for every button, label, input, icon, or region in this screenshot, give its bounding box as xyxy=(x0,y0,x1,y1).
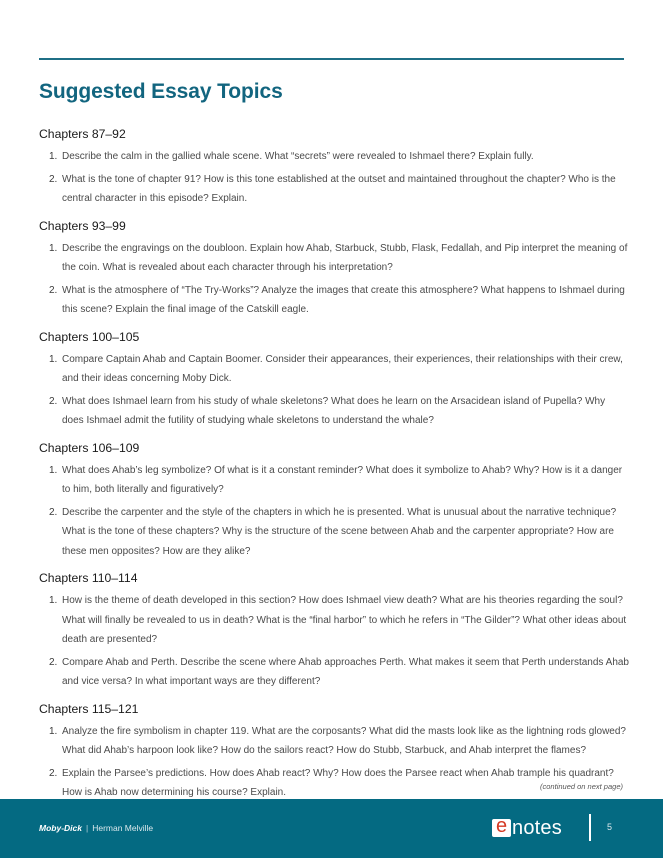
topic-number: 1. xyxy=(49,151,58,162)
enotes-e-icon: e xyxy=(492,819,511,837)
enotes-wordmark: notes xyxy=(512,817,562,839)
topic-number: 1. xyxy=(49,725,58,737)
topic-text: Describe the carpenter and the style of the chapters in which he is presented. What is unusual about the narrative technique? What is the tone of these chapters? Why is the structure of the scene between Ahab and the carpenter appropriate? How are these men opposites? How are they alike? xyxy=(62,506,617,557)
topic-item xyxy=(39,281,629,320)
book-author: Herman Melville xyxy=(92,823,154,833)
topic-text: Explain the Parsee’s predictions. How does Ahab react? Why? How does the Parsee react when Ahab trample his quadrant? How is Ahab now determining his course? Explain. xyxy=(62,767,614,798)
topic-item xyxy=(39,461,629,500)
topic-list xyxy=(39,239,629,320)
section-chapters-100-105 xyxy=(39,328,629,431)
topic-list xyxy=(39,461,629,562)
section-chapters-106-109 xyxy=(39,439,629,562)
topic-text: Describe the engravings on the doubloon. Explain how Ahab, Starbuck, Stubb, Flask, Fedallah, and Pip interpret the meaning of the coin. What is revealed about each character through his interpretation? xyxy=(62,242,628,273)
topic-list xyxy=(39,147,629,209)
topic-item xyxy=(39,239,629,278)
section-heading: Chapters 93–99 xyxy=(39,218,126,233)
section-heading: Chapters 115–121 xyxy=(39,701,139,716)
section-heading: Chapters 87–92 xyxy=(39,127,126,141)
topic-item xyxy=(39,503,629,562)
topic-number: 1. xyxy=(49,464,58,476)
section-heading: Chapters 110–114 xyxy=(39,571,138,585)
footer-separator: | xyxy=(85,823,89,833)
topic-text: Analyze the fire symbolism in chapter 119. What are the corposants? What did the masts look like as the lightning rods glowed? What did Ahab’s harpoon look like? How do the sailors react? How do Stubb, Starbuck, and Ahab interpret the flames? xyxy=(62,725,626,756)
section-heading: Chapters 100–105 xyxy=(39,329,140,344)
topic-item xyxy=(39,722,629,761)
enotes-logo xyxy=(492,817,562,839)
section-chapters-93-99 xyxy=(39,217,629,320)
topic-text: What is the atmosphere of “The Try-Works”? Analyze the images that create this atmosphere? What happens to Ishmael during this scene? Explain the final image of the Catskill eagle. xyxy=(62,284,625,315)
topic-item xyxy=(39,392,629,431)
footer-book-info xyxy=(39,823,153,833)
continued-note: (continued on next page) xyxy=(540,782,623,791)
topic-number: 2. xyxy=(49,506,58,518)
section-heading: Chapters 106–109 xyxy=(39,440,140,455)
topic-number: 1. xyxy=(49,353,58,365)
essay-topics-content xyxy=(39,125,629,806)
section-chapters-87-92 xyxy=(39,125,629,209)
topic-text: How is the theme of death developed in this section? How does Ishmael view death? What are his theories regarding the soul? What will finally be revealed to us in death? What is the “final harbor” to which he refers in “The Gilder”? What other ideas about death are presented? xyxy=(62,595,627,645)
topic-text: What does Ahab’s leg symbolize? Of what is it a constant reminder? What does it symbolize to Ahab? Why? How is it a danger to him, both literally and figuratively? xyxy=(62,464,623,495)
topic-number: 1. xyxy=(49,242,58,254)
topic-number: 2. xyxy=(49,395,58,407)
topic-number: 2. xyxy=(49,767,58,779)
topic-text: Describe the calm in the gallied whale scene. What “secrets” were revealed to Ishmael there? Explain fully. xyxy=(62,151,534,162)
topic-list xyxy=(39,350,629,431)
topic-number: 2. xyxy=(49,284,58,296)
book-title: Moby-Dick xyxy=(39,823,82,833)
topic-item xyxy=(39,350,629,389)
page-title: Suggested Essay Topics xyxy=(39,80,283,103)
topic-number: 1. xyxy=(49,595,58,606)
topic-item xyxy=(39,591,629,650)
topic-text: Compare Captain Ahab and Captain Boomer. Consider their appearances, their experiences, their relationships with their crew, and their ideas concerning Moby Dick. xyxy=(62,353,623,384)
topic-text: Compare Ahab and Perth. Describe the scene where Ahab approaches Perth. What makes it seem that Perth understands Ahab and vice versa? In what important ways are they different? xyxy=(62,656,629,687)
section-chapters-110-114 xyxy=(39,569,629,692)
topic-number: 2. xyxy=(49,656,58,668)
page-number: 5 xyxy=(607,822,613,832)
topic-item xyxy=(39,170,629,209)
footer-divider xyxy=(589,814,591,841)
topic-item xyxy=(39,147,629,167)
top-divider xyxy=(39,58,624,60)
topic-text: What does Ishmael learn from his study of whale skeletons? What does he learn on the Arsacidean island of Pupella? Why does Ishmael admit the futility of studying whale skeletons to understand the whale? xyxy=(62,395,606,426)
page-footer xyxy=(0,799,663,858)
topic-item xyxy=(39,653,629,692)
topic-text: What is the tone of chapter 91? How is this tone established at the outset and maintained throughout the chapter? Who is the central character in this episode? Explain. xyxy=(62,173,616,204)
topic-list xyxy=(39,591,629,692)
topic-number: 2. xyxy=(49,173,58,185)
